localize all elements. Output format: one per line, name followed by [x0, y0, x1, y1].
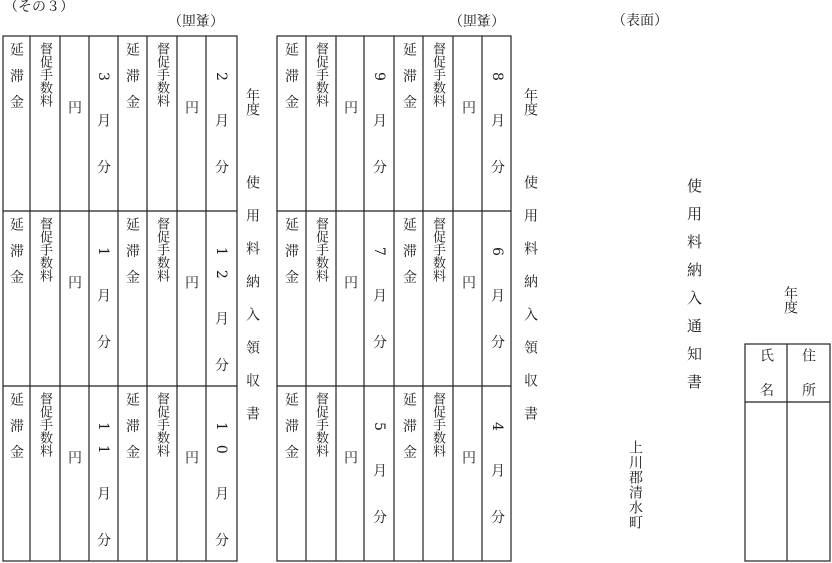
- reminder-fee-label: 督促手数料: [37, 392, 52, 457]
- yen-label: 円: [460, 450, 476, 464]
- back-side-label-left: （裏面）: [168, 11, 224, 27]
- reminder-fee-label: 督促手数料: [313, 42, 328, 107]
- late-fee-label: 延 滞 金: [401, 42, 417, 113]
- reminder-fee-label: 督促手数料: [37, 217, 52, 282]
- yen-label: 円: [66, 100, 82, 114]
- front-side-label: （表面）: [612, 13, 668, 29]
- late-fee-label: 延 滞 金: [124, 42, 140, 113]
- late-fee-label: 延 滞 金: [283, 392, 299, 463]
- yen-label: 円: [460, 275, 476, 289]
- reminder-fee-label: 督促手数料: [313, 217, 328, 282]
- name-label: 氏 名: [758, 348, 774, 405]
- month-label: 3 月 分: [95, 72, 111, 188]
- yen-label: 円: [66, 275, 82, 289]
- yen-label: 円: [460, 100, 476, 114]
- receipt-year-label-lower: 年度: [244, 88, 260, 116]
- late-fee-label: 延 滞 金: [124, 217, 140, 288]
- page-label: （その３）: [4, 0, 74, 15]
- yen-label: 円: [342, 450, 358, 464]
- yen-label: 円: [183, 275, 199, 289]
- month-label: 4 月 分: [489, 422, 505, 538]
- yen-label: 円: [66, 450, 82, 464]
- receipt-title-upper: 使用料納入領収書: [522, 175, 538, 439]
- late-fee-label: 延 滞 金: [401, 217, 417, 288]
- yen-label: 円: [342, 275, 358, 289]
- yen-label: 円: [183, 100, 199, 114]
- issuer-name: 上川郡清水町: [627, 440, 643, 530]
- month-label: 12 月 分: [213, 247, 229, 386]
- month-label: 8 月 分: [489, 72, 505, 188]
- back-side-label-right: （裏面）: [449, 11, 505, 27]
- late-fee-label: 延 滞 金: [8, 217, 24, 288]
- yen-label: 円: [183, 450, 199, 464]
- month-label: 11 月 分: [95, 422, 111, 561]
- month-label: 9 月 分: [371, 72, 387, 188]
- reminder-fee-label: 督促手数料: [313, 392, 328, 457]
- reminder-fee-label: 督促手数料: [154, 392, 169, 457]
- receipt-year-label-upper: 年度: [522, 88, 538, 116]
- reminder-fee-label: 督促手数料: [430, 392, 445, 457]
- late-fee-label: 延 滞 金: [283, 217, 299, 288]
- notice-year-label: 年度: [782, 286, 798, 314]
- month-label: 6 月 分: [489, 247, 505, 363]
- receipt-title-lower: 使用料納入領収書: [244, 175, 260, 439]
- notice-title: 使用料納入通知書: [685, 178, 703, 402]
- yen-label: 円: [342, 100, 358, 114]
- reminder-fee-label: 督促手数料: [154, 217, 169, 282]
- late-fee-label: 延 滞 金: [8, 42, 24, 113]
- late-fee-label: 延 滞 金: [8, 392, 24, 463]
- reminder-fee-label: 督促手数料: [430, 42, 445, 107]
- reminder-fee-label: 督促手数料: [37, 42, 52, 107]
- month-label: 7 月 分: [371, 247, 387, 363]
- month-label: 1 月 分: [95, 247, 111, 363]
- reminder-fee-label: 督促手数料: [430, 217, 445, 282]
- late-fee-label: 延 滞 金: [401, 392, 417, 463]
- late-fee-label: 延 滞 金: [283, 42, 299, 113]
- month-label: 2 月 分: [213, 72, 229, 188]
- reminder-fee-label: 督促手数料: [154, 42, 169, 107]
- late-fee-label: 延 滞 金: [124, 392, 140, 463]
- address-label: 住 所: [800, 348, 816, 405]
- month-label: 10 月 分: [213, 422, 229, 561]
- month-label: 5 月 分: [371, 422, 387, 538]
